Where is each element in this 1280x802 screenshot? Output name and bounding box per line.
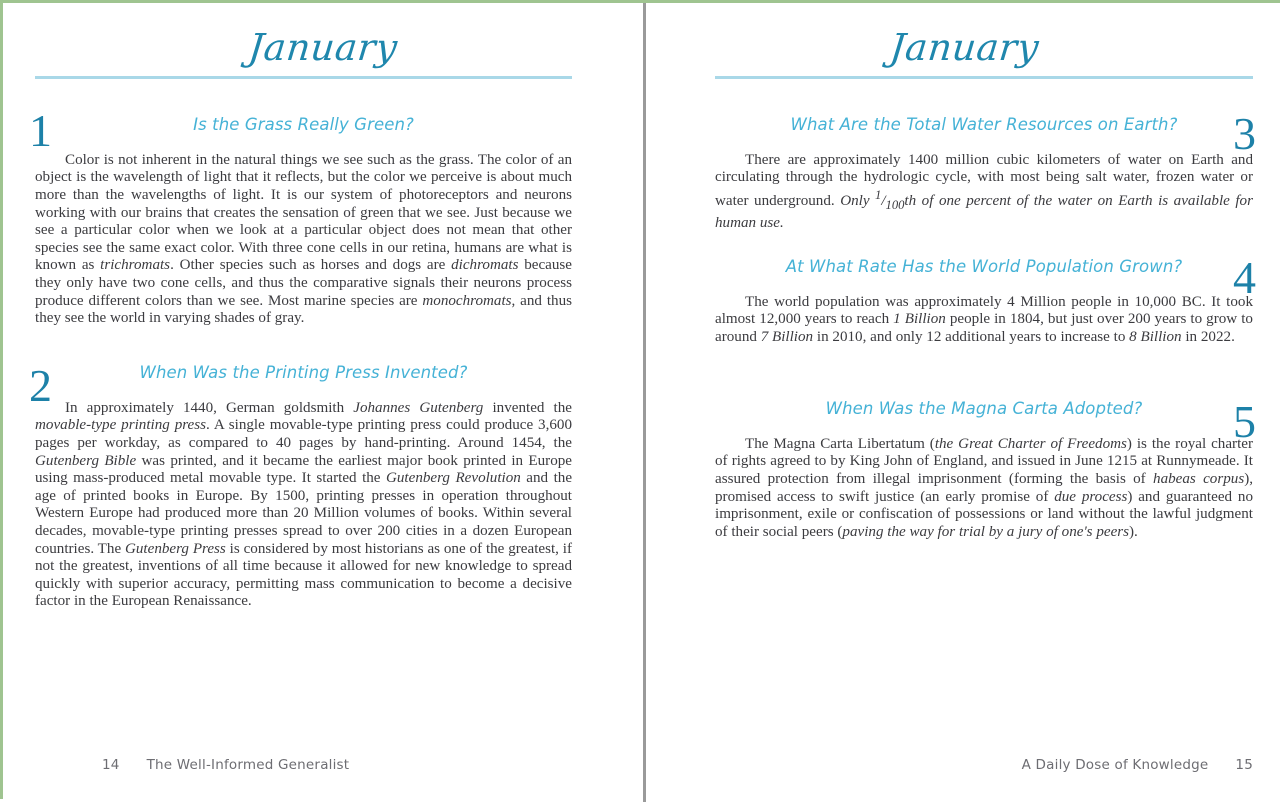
- header-rule-left: [35, 76, 572, 79]
- entry-body-5: The Magna Carta Libertatum (the Great Charter of Freedoms) is the royal charter of rights agreed to by King John of England, and issued in June 1215 at Runnymeade. It assured protection from illegal imprisonment (forming the basis of habeas corpus), promised access to swift justice (an early promise of due process) and guaranteed no imprisonment, exile or confiscation of possessions or land without the lawful judgment of their social peers (paving the way for trial by a jury of one's peers).: [715, 435, 1254, 540]
- entry-title-3: What Are the Total Water Resources on Earth?: [790, 115, 1178, 134]
- folio-left: 14: [102, 757, 120, 773]
- month-header-left: January: [246, 26, 400, 69]
- entry-title-4: At What Rate Has the World Population Grown?: [785, 257, 1183, 276]
- footer-right: [1022, 757, 1253, 773]
- folio-right: 15: [1235, 757, 1253, 773]
- month-header-right: January: [887, 26, 1042, 69]
- entry-body-1: Color is not inherent in the natural things we see such as the grass. The color of an object is the wavelength of light that it reflects, but the color we perceive is about much more than the wavelengths of light. It is our system of photoreceptors and neurons working with our brains that creates the sensation of green that we see. Just because we see a particular color when we look at a particular object does not mean that other species see the same exact color. With three cone cells in our retina, humans are what is known as trichromats. Other species such as horses and dogs are dichromats because they only have two cone cells, and thus the comparative signals their neurons process produce different colors than we see. Most marine species are monochromats, and thus they see the world in varying shades of gray.: [35, 151, 572, 327]
- entry-3: [715, 115, 1253, 232]
- left-page: [3, 3, 643, 802]
- header-rule-right: [715, 76, 1253, 79]
- entry-5: [715, 399, 1253, 541]
- footer-left: [102, 757, 349, 773]
- entry-title-2: When Was the Printing Press Invented?: [139, 363, 468, 382]
- entry-number-3: 3: [1233, 108, 1256, 159]
- footer-label-right: A Daily Dose of Knowledge: [1021, 757, 1209, 773]
- entry-body-4: The world population was approximately 4 Million people in 10,000 BC. It took almost 12,000 years to reach 1 Billion people in 1804, but just over 200 years to grow to around 7 Billion in 2010, and only 12 additional years to increase to 8 Billion in 2022.: [715, 293, 1253, 345]
- entry-1: [35, 115, 572, 328]
- footer-label-left: The Well-Informed Generalist: [146, 757, 350, 773]
- entry-body-3: There are approximately 1400 million cubic kilometers of water on Earth and circulating through the hydrologic cycle, with most being salt water, frozen water or water underground. Only $^1/_{100}th$ of one percent of the water on Earth is available for human use.: [715, 151, 1253, 231]
- entry-body-2: In approximately 1440, German goldsmith Johannes Gutenberg invented the movable-type printing press. A single movable-type printing press could produce 3,600 pages per workday, as compared to 40 pages by hand-printing. Around 1454, the Gutenberg Bible was printed, and it became the earliest major book printed in Europe using mass-produced metal movable type. It started the Gutenberg Revolution and the age of printed books in Europe. By 1500, printing presses in operation throughout Western Europe had produced more than 20 Million volumes of books. Within several decades, movable-type printing presses spread to over 200 cities in a dozen European countries. The Gutenberg Press is considered by most historians as one of the greatest, if not the greatest, inventions of all time because it allowed for new knowledge to spread quickly with superior accuracy, permitting mass communication to become a decisive factor in the European Renaissance.: [35, 399, 573, 610]
- entry-number-2: 2: [29, 360, 52, 411]
- right-page: [646, 3, 1280, 802]
- entry-title-5: When Was the Magna Carta Adopted?: [825, 399, 1143, 418]
- entry-number-4: 4: [1233, 252, 1256, 303]
- entry-number-1: 1: [29, 105, 52, 156]
- entry-title-1: Is the Grass Really Green?: [193, 115, 414, 134]
- entry-4: [715, 257, 1253, 347]
- entry-2: [35, 363, 572, 611]
- entry-number-5: 5: [1233, 396, 1256, 447]
